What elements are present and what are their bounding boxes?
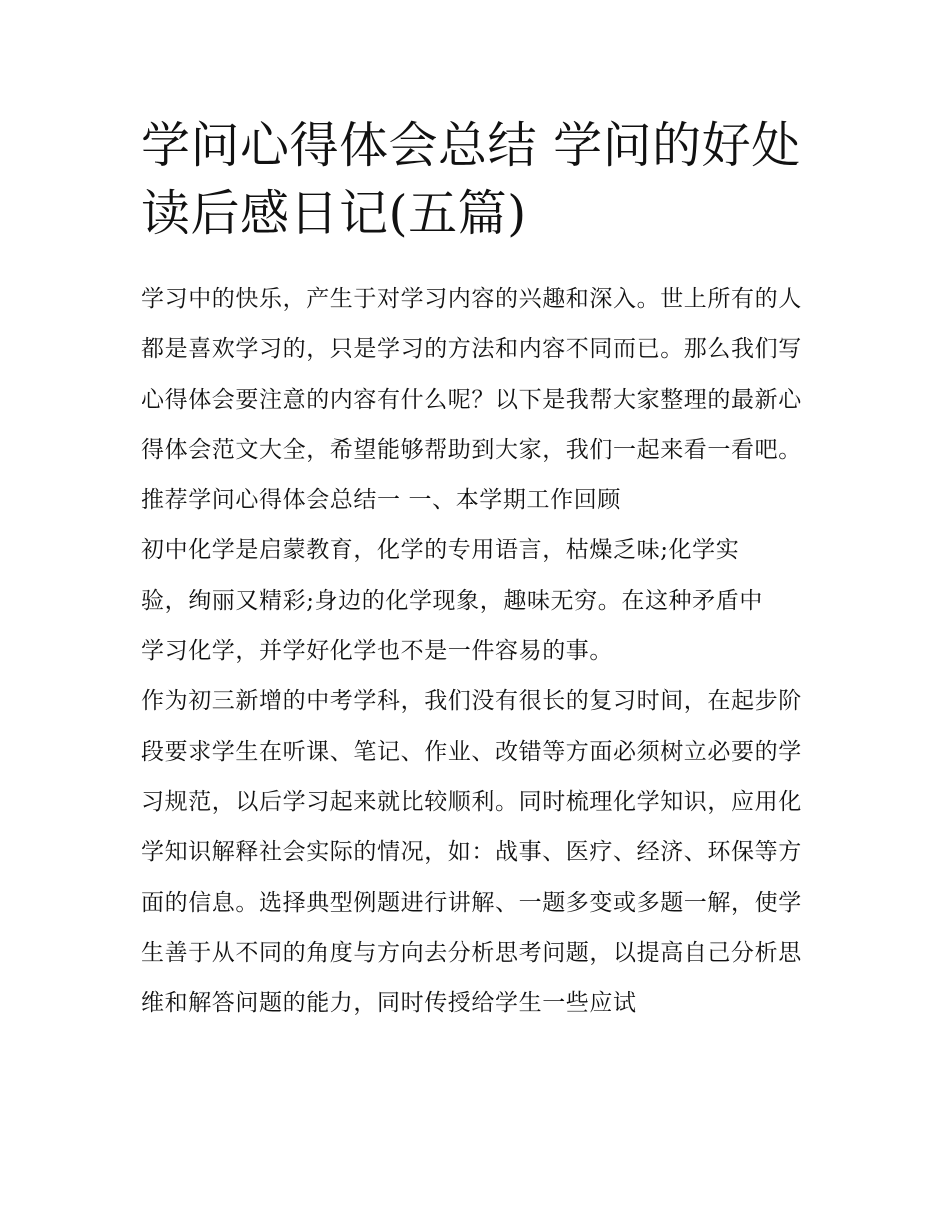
paragraph-intro: 学习中的快乐，产生于对学习内容的兴趣和深入。世上所有的人都是喜欢学习的，只是学习的方法和内容不同而已。那么我们写心得体会要注意的内容有什么呢？以下是我帮大家整理的最新心得体会范文大全，希望能够帮助到大家，我们一起来看一看吧。: [141, 286, 802, 463]
document-body: [141, 274, 813, 1028]
paragraph-chemistry-intro: 初中化学是启蒙教育，化学的专用语言，枯燥乏味;化学实验，绚丽又精彩;身边的化学现象，趣味无穷。在这种矛盾中学习化学，并学好化学也不是一件容易的事。: [141, 537, 763, 665]
paragraph-section-heading: 推荐学问心得体会总结一 一、本学期工作回顾: [141, 487, 621, 514]
document-title: 学问心得体会总结 学问的好处读后感日记(五篇): [141, 117, 801, 242]
paragraph-exam-subject: 作为初三新增的中考学科，我们没有很长的复习时间，在起步阶段要求学生在听课、笔记、作业、改错等方面必须树立必要的学习规范，以后学习起来就比较顺利。同时梳理化学知识，应用化学知识解释社会实际的情况，如：战事、医疗、经济、环保等方面的信息。选择典型例题进行讲解、一题多变或多题一解，使学生善于从不同的角度与方向去分析思考问题，以提高自己分析思维和解答问题的能力，同时传授给学生一些应试: [141, 688, 802, 1017]
document-page: [141, 112, 813, 1028]
